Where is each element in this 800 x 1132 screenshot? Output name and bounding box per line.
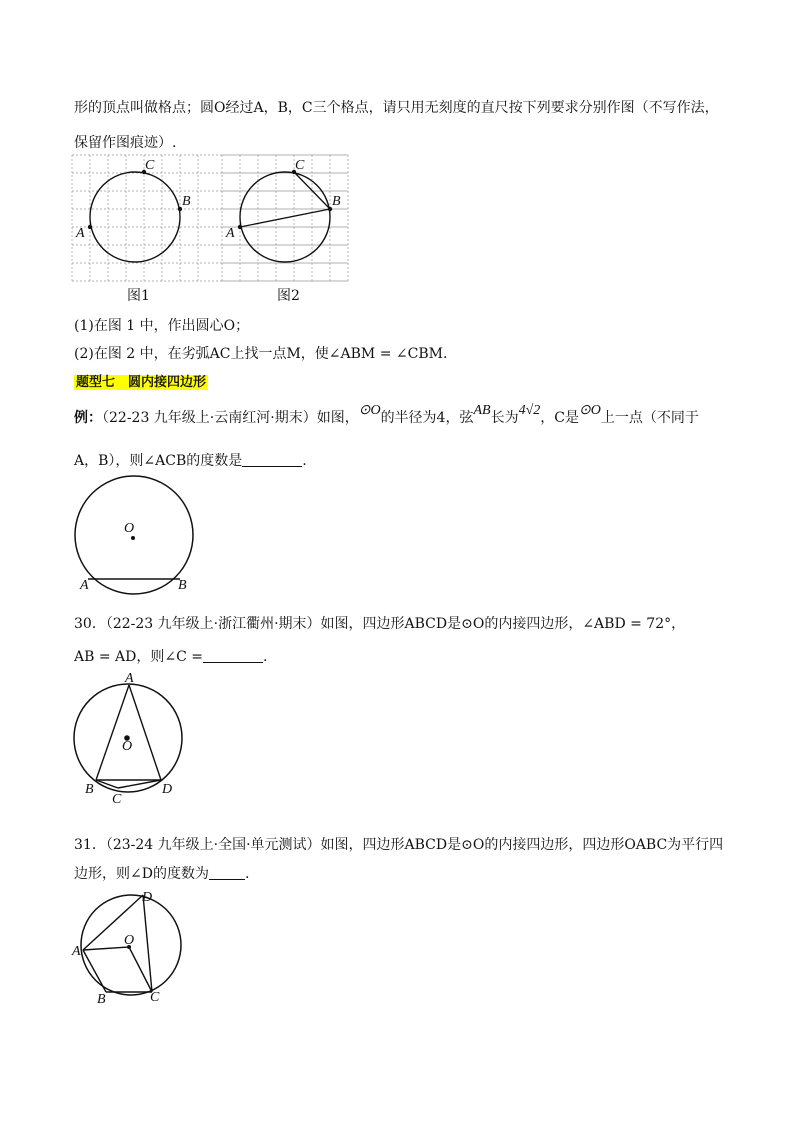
q31-label-a: A	[72, 944, 81, 959]
example-label-a: A	[80, 578, 89, 593]
example-text-6: A，B），则∠ACB的度数是	[74, 453, 243, 469]
fig2-circle	[240, 172, 330, 262]
section-heading	[74, 371, 208, 390]
fig2-label-b: B	[332, 194, 341, 209]
q31-answer-blank[interactable]	[209, 865, 245, 880]
example-line-2	[74, 450, 307, 470]
q30-label-c: C	[112, 792, 122, 807]
fig2-caption: 图2	[277, 288, 300, 304]
example-circle-o: ⊙O	[358, 403, 381, 418]
example-chord-ab: AB	[473, 403, 491, 418]
example-line-1	[74, 403, 699, 427]
q31-label-c: C	[150, 990, 160, 1005]
q30-line-2	[74, 646, 267, 666]
q30-end: .	[263, 649, 268, 665]
fig2-label-a: A	[226, 226, 235, 241]
q30-label-d: D	[162, 782, 173, 797]
q31-line-2	[74, 863, 249, 883]
q30-text: AB = AD，则∠C =	[74, 649, 203, 665]
example-text-3: 长为	[490, 410, 519, 426]
example-label-b: B	[178, 578, 187, 593]
example-length: 4√2	[518, 403, 541, 418]
fig1-circle	[90, 172, 180, 262]
example-label-o: O	[124, 521, 135, 536]
fig1-label-c: C	[145, 158, 155, 173]
figure-2	[222, 155, 352, 285]
question-2: (2)在图 2 中，在劣弧AC上找一点M，使∠ABM = ∠CBM.	[74, 346, 448, 362]
q31-text: 边形，则∠D的度数为	[74, 866, 209, 882]
example-text-4: ，C是	[540, 410, 579, 426]
fig1-label-b: B	[182, 194, 191, 209]
q30-line-1: 30．（22-23 九年级上·浙江衢州·期末）如图，四边形ABCD是⊙O的内接四边形，∠ABD = 72°，	[74, 616, 686, 632]
q31-label-b: B	[97, 992, 106, 1007]
fig2-label-c: C	[295, 158, 305, 173]
example-text-2: 的半径为4，弦	[380, 410, 474, 426]
fig1-caption: 图1	[127, 288, 150, 304]
q31-label-d: D	[142, 890, 153, 905]
example-circle-o-2: ⊙O	[579, 403, 601, 418]
section-title: 题型七 圆内接四边形	[76, 375, 207, 390]
q31-end: .	[244, 866, 250, 882]
q31-line-1: 31．（23-24 九年级上·全国·单元测试）如图，四边形ABCD是⊙O的内接四边形，四边形OABC为平行四	[74, 837, 724, 853]
example-answer-blank[interactable]	[242, 452, 302, 467]
q30-answer-blank[interactable]	[203, 648, 263, 663]
fig1-label-a: A	[76, 226, 85, 241]
q30-label-b: B	[85, 782, 94, 797]
q31-figure	[80, 890, 190, 1000]
example-text-5: 上一点（不同于	[600, 410, 699, 426]
example-text-7: .	[302, 453, 307, 469]
intro-line-1: 形的顶点叫做格点；圆O经过A，B，C三个格点，请只用无刻度的直尺按下列要求分别作图（不写作法，	[74, 100, 719, 116]
q31-label-o: O	[124, 933, 135, 948]
intro-line-2: 保留作图痕迹）.	[74, 135, 177, 151]
question-1: (1)在图 1 中，作出圆心O；	[74, 318, 250, 334]
q30-label-o: O	[122, 739, 133, 754]
example-label: 例：	[74, 410, 102, 426]
q30-label-a: A	[125, 671, 134, 686]
example-text-1: （22-23 九年级上·云南红河·期末）如图，	[102, 410, 359, 426]
